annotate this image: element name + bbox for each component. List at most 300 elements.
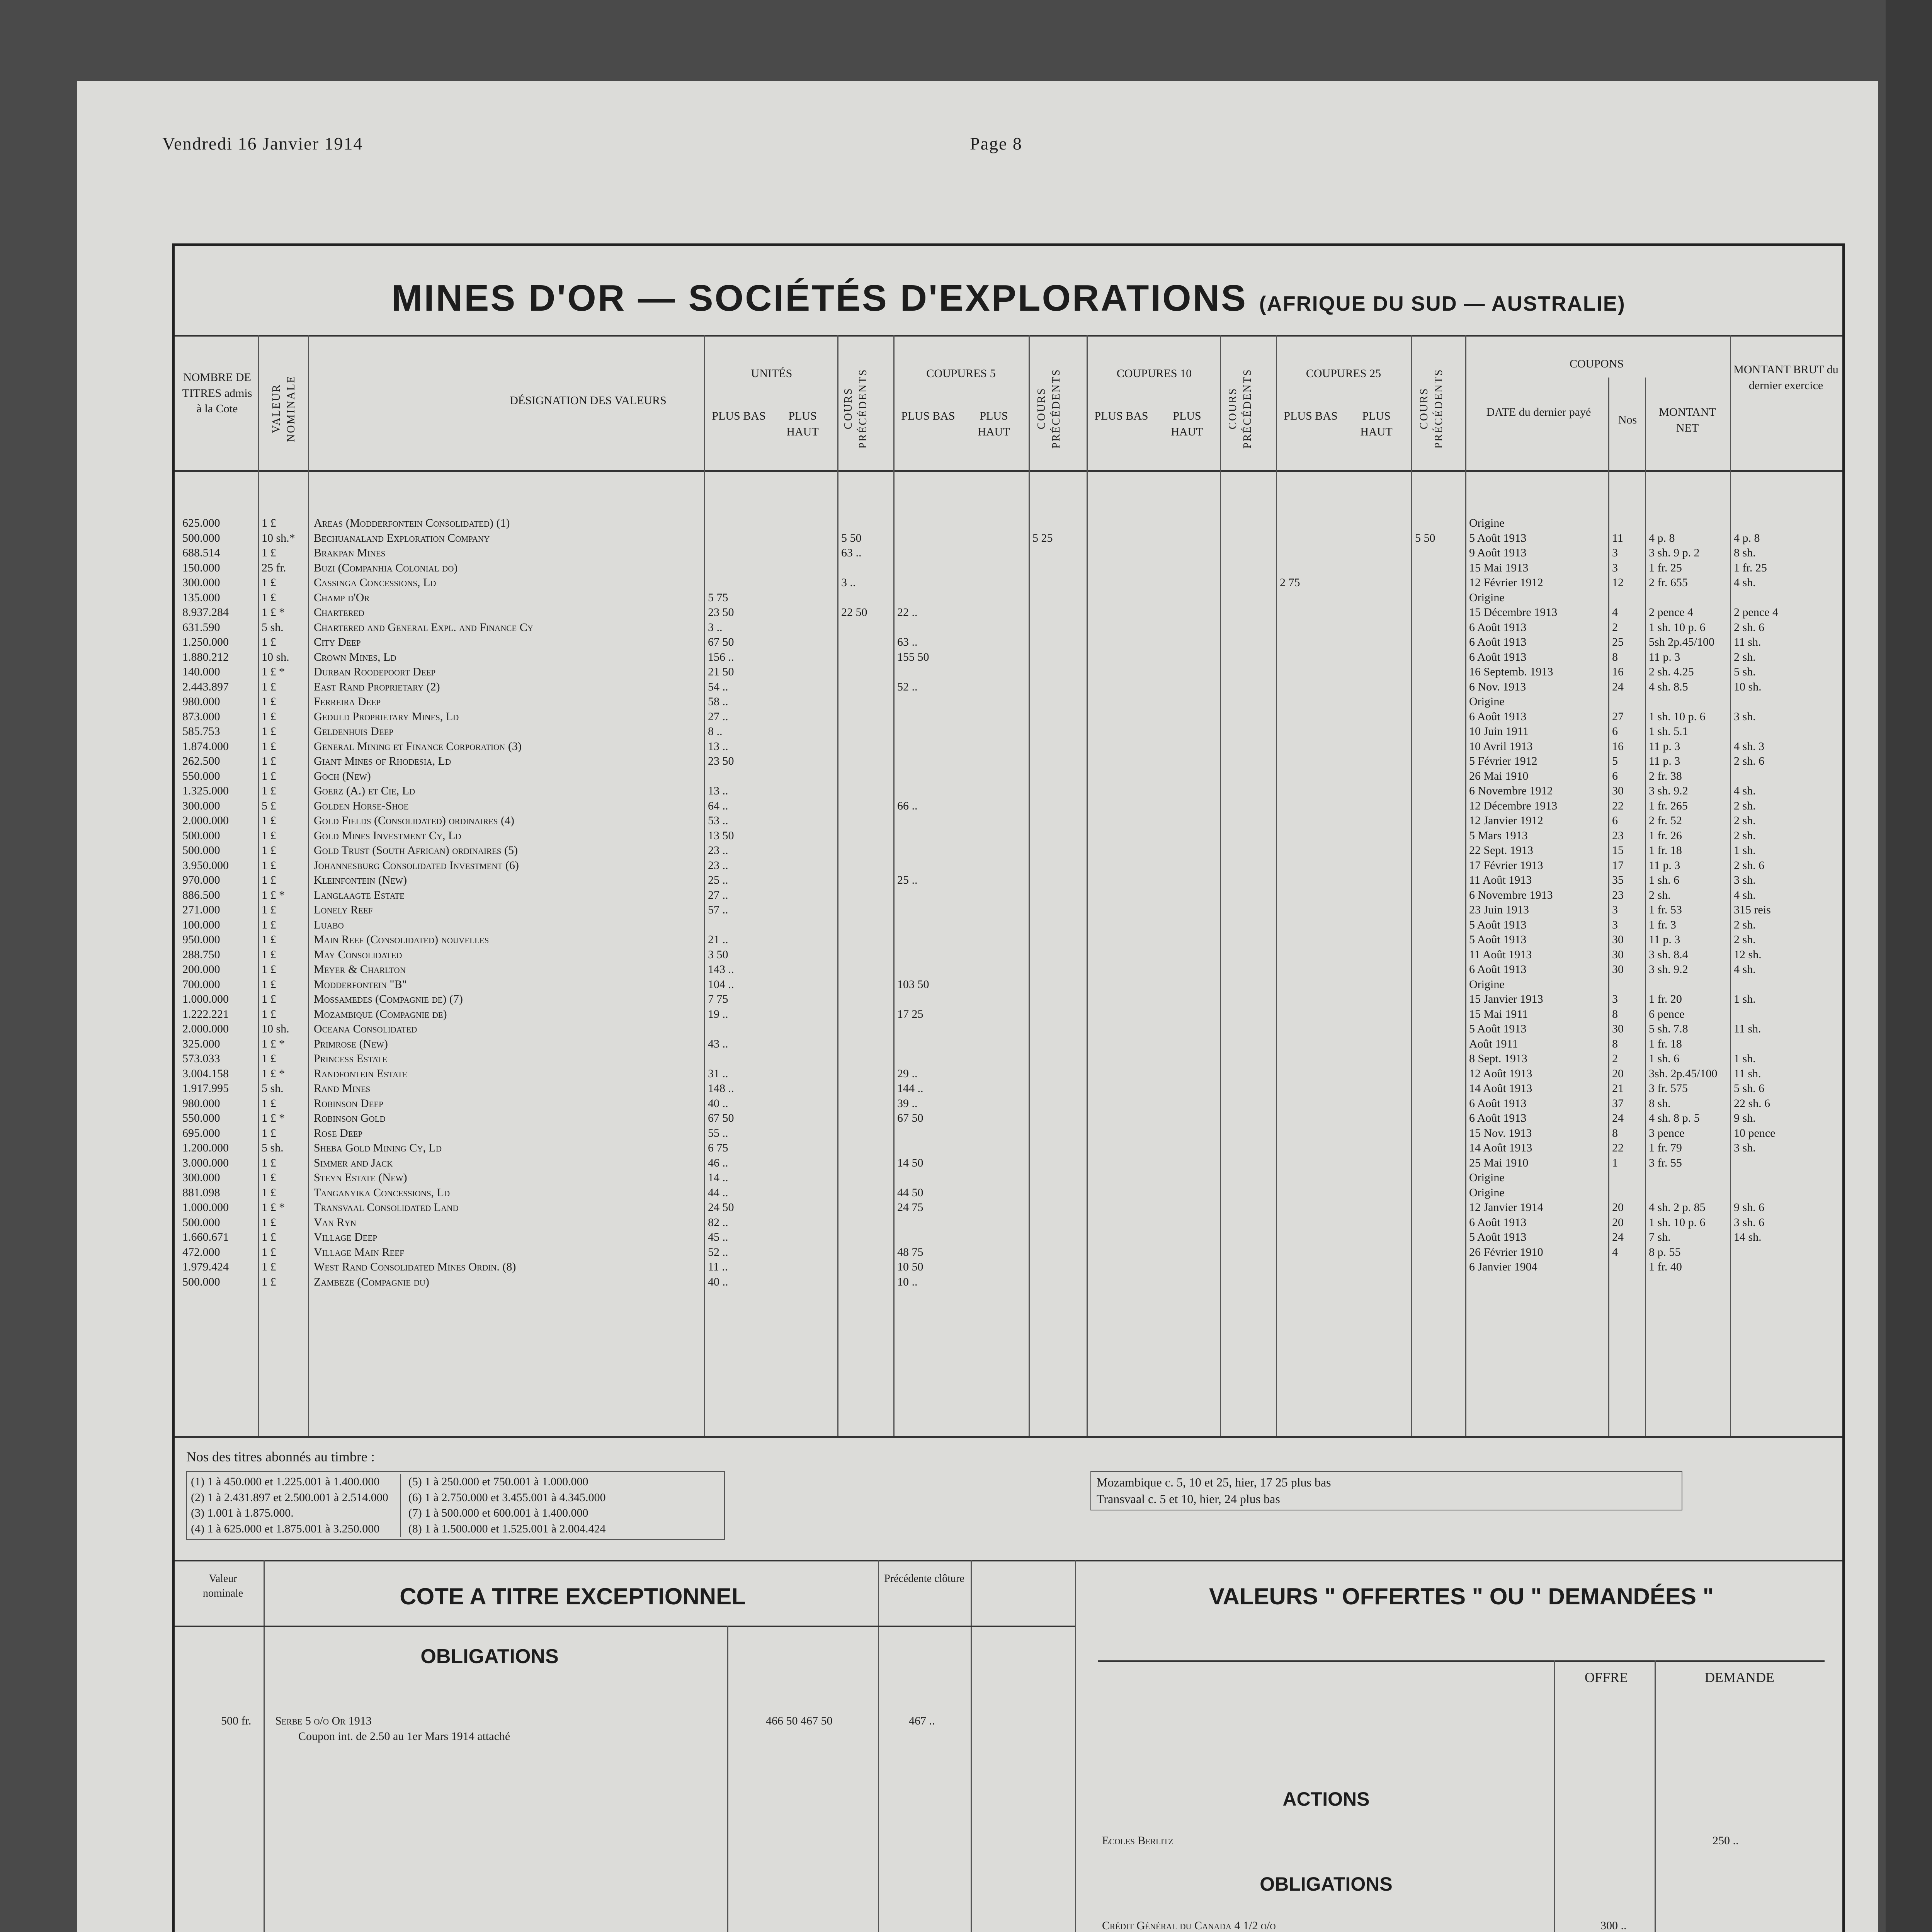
cell-net: 8 sh. [1649,1097,1671,1110]
cell-n: 1.325.000 [182,784,229,797]
table-row [175,1008,1842,1022]
cell-name: City Deep [314,636,361,648]
cell-date: Origine [1469,978,1505,991]
cell-brut: 14 sh. [1734,1231,1762,1243]
cell-no: 4 [1612,606,1618,619]
cell-date: 5 Août 1913 [1469,933,1527,946]
cell-no: 4 [1612,1245,1618,1259]
table-row [175,784,1842,799]
cell-brut: 2 sh. [1734,918,1756,931]
cell-no: 20 [1612,1216,1624,1229]
cell-n: 500.000 [182,1216,220,1229]
cell-n: 150.000 [182,561,220,574]
cell-v: 1 £ [262,948,276,961]
col-valeur: VALEUR NOMINALE [270,375,297,442]
rule [878,1560,879,1932]
cell-c5: 44 50 [897,1186,923,1199]
cell-v: 1 £ [262,963,276,976]
exc-valeur: 500 fr. [221,1714,252,1727]
page-title [175,277,1842,320]
cell-v: 1 £ [262,1186,276,1199]
header-date: Vendredi 16 Janvier 1914 [162,134,363,153]
cell-n: 500.000 [182,829,220,842]
exc-prec: 467 .. [909,1714,935,1727]
cell-c5: 67 50 [897,1112,923,1124]
cell-u: 23 .. [708,844,728,857]
cell-v: 1 £ [262,1245,276,1259]
col-plus-haut-2: PLUS HAUT [978,410,1010,438]
cell-date: 12 Janvier 1914 [1469,1201,1543,1214]
cell-name: West Rand Consolidated Mines Ordin. (8) [314,1260,516,1273]
cell-brut: 4 sh. [1734,963,1756,976]
cell-name: Langlaagte Estate [314,888,405,901]
cell-name: Lonely Reef [314,903,373,916]
cell-v: 1 £ [262,1097,276,1110]
exc-oblig: OBLIGATIONS [420,1645,559,1668]
cell-brut: 9 sh. [1734,1112,1756,1124]
table-row [175,1097,1842,1112]
cell-date: Origine [1469,517,1505,529]
table-row [175,918,1842,933]
cell-v: 5 sh. [262,621,284,634]
table-row [175,621,1842,636]
cell-brut: 2 sh. [1734,829,1756,842]
cell-date: 23 Juin 1913 [1469,903,1529,916]
cell-name: May Consolidated [314,948,402,961]
cell-u: 104 .. [708,978,734,991]
cell-u: 27 .. [708,710,728,723]
cell-net: 2 pence 4 [1649,606,1693,619]
offertes-actions: ACTIONS [1282,1788,1370,1810]
exc-name: Serbe 5 o/o Or 1913 [275,1714,372,1727]
cell-n: 550.000 [182,1112,220,1124]
cell-c5: 39 .. [897,1097,918,1110]
cell-v: 10 sh. [262,650,289,663]
cell-no: 3 [1612,918,1618,931]
cell-brut: 1 fr. 25 [1734,561,1767,574]
cell-n: 573.033 [182,1052,220,1065]
cell-no: 30 [1612,1022,1624,1035]
table-row [175,606,1842,621]
table-row [175,695,1842,710]
cell-n: 200.000 [182,963,220,976]
cell-net: 11 p. 3 [1649,859,1680,872]
cell-c25p: 5 50 [1415,531,1435,544]
cell-no: 6 [1612,814,1618,827]
cell-net: 1 fr. 20 [1649,993,1682,1005]
cell-u: 82 .. [708,1216,728,1229]
cell-n: 288.750 [182,948,220,961]
cell-n: 625.000 [182,517,220,529]
col-plus-bas-4: PLUS BAS [1284,410,1338,422]
cell-date: 17 Février 1913 [1469,859,1543,872]
cell-date: 6 Nov. 1913 [1469,680,1526,693]
exc-col-prec: Précédente clôture [884,1573,964,1585]
cell-name: Gold Fields (Consolidated) ordinaires (4) [314,814,514,827]
cell-n: 271.000 [182,903,220,916]
cell-c5: 155 50 [897,650,929,663]
col-designation: DÉSIGNATION DES VALEURS [510,394,667,407]
cell-brut: 4 p. 8 [1734,531,1760,544]
cell-brut: 9 sh. 6 [1734,1201,1765,1214]
col-montant-brut: MONTANT BRUT du dernier exercice [1733,363,1838,392]
cell-v: 1 £ [262,546,276,559]
title-sub: (AFRIQUE DU SUD — AUSTRALIE) [1259,292,1626,315]
cell-v: 1 £ * [262,665,285,678]
cell-u: 58 .. [708,695,728,708]
timbre-box [186,1471,725,1540]
cell-brut: 4 sh. [1734,888,1756,901]
cell-net: 3 sh. 9.2 [1649,784,1688,797]
timbre-notes [1090,1471,1682,1510]
cell-v: 1 £ [262,740,276,753]
cell-u: 40 .. [708,1097,728,1110]
cell-n: 886.500 [182,888,220,901]
cell-date: Août 1911 [1469,1037,1518,1050]
cell-v: 1 £ [262,680,276,693]
cell-net: 1 sh. 10 p. 6 [1649,710,1706,723]
cell-date: 9 Août 1913 [1469,546,1527,559]
cell-u: 25 .. [708,874,728,886]
cell-date: 25 Mai 1910 [1469,1156,1529,1169]
cell-no: 24 [1612,680,1624,693]
cell-v: 1 £ [262,695,276,708]
cell-brut: 3 sh. 6 [1734,1216,1765,1229]
cell-net: 11 p. 3 [1649,933,1680,946]
table-row [175,1067,1842,1082]
cell-net: 1 sh. 10 p. 6 [1649,621,1706,634]
cell-no: 30 [1612,948,1624,961]
cell-date: 15 Mai 1911 [1469,1007,1528,1020]
cell-no: 27 [1612,710,1624,723]
rule [727,1626,728,1932]
table-row [175,948,1842,963]
cell-n: 1.000.000 [182,993,229,1005]
cell-v: 1 £ [262,769,276,782]
cell-brut: 10 sh. [1734,680,1762,693]
cell-net: 1 sh. 6 [1649,1052,1680,1065]
cell-name: General Mining et Finance Corporation (3) [314,740,522,753]
cell-name: Ferreira Deep [314,695,381,708]
cell-v: 1 £ [262,710,276,723]
cell-net: 2 fr. 38 [1649,769,1682,782]
rule [1554,1660,1555,1932]
cell-no: 1 [1612,1156,1618,1169]
cell-n: 980.000 [182,695,220,708]
cell-date: 26 Mai 1910 [1469,769,1529,782]
cell-u: 7 75 [708,993,728,1005]
table-row [175,1037,1842,1052]
cell-no: 30 [1612,933,1624,946]
table-row [175,1216,1842,1231]
cell-v: 5 sh. [262,1082,284,1095]
cell-v: 1 £ [262,755,276,767]
cell-v: 1 £ [262,874,276,886]
cell-n: 970.000 [182,874,220,886]
timbre-note: Mozambique c. 5, 10 et 25, hier, 17 25 plus bas [1097,1475,1331,1489]
cell-v: 1 £ * [262,1037,285,1050]
cell-n: 1.917.995 [182,1082,229,1095]
cell-net: 4 p. 8 [1649,531,1675,544]
cell-name: Tanganyika Concessions, Ld [314,1186,450,1199]
cell-c5: 63 .. [897,636,918,648]
cell-v: 1 £ [262,576,276,589]
cell-date: 26 Février 1910 [1469,1245,1543,1259]
timbre-item: (3) 1.001 à 1.875.000. [191,1507,294,1519]
cell-u: 64 .. [708,799,728,812]
header-page-number: Page 8 [970,134,1022,153]
col-plus-bas-1: PLUS BAS [712,410,766,422]
cell-no: 6 [1612,769,1618,782]
cell-v: 1 £ * [262,606,285,619]
timbre-left-list [191,1474,388,1537]
cell-name: Kleinfontein (New) [314,874,407,886]
col-montant-net: MONTANT NET [1659,406,1716,434]
cell-v: 1 £ [262,814,276,827]
cell-net: 3 pence [1649,1126,1685,1139]
cell-p: 5 50 [841,531,862,544]
table-row [175,517,1842,531]
cell-net: 3 fr. 55 [1649,1156,1682,1169]
table-row [175,1127,1842,1141]
col-coupures5: COUPURES 5 [926,367,996,380]
timbre-item: (4) 1 à 625.000 et 1.875.001 à 3.250.000 [191,1522,380,1535]
list-item: Crédit Général du Canada 4 1/2 o/o [1102,1919,1276,1932]
cell-v: 1 £ [262,591,276,604]
cell-net: 1 fr. 26 [1649,829,1682,842]
cell-u: 156 .. [708,650,734,663]
table-row [175,576,1842,591]
exc-title: COTE A TITRE EXCEPTIONNEL [400,1583,746,1609]
timbre-item: (6) 1 à 2.750.000 et 3.455.001 à 4.345.000 [408,1491,606,1504]
cell-n: 8.937.284 [182,606,229,619]
timbre-item: (1) 1 à 450.000 et 1.225.001 à 1.400.000 [191,1475,380,1488]
table-row [175,1260,1842,1275]
cell-u: 6 75 [708,1141,728,1154]
table-row [175,814,1842,829]
cell-v: 1 £ [262,1171,276,1184]
cell-c5: 52 .. [897,680,918,693]
table-row [175,1201,1842,1216]
cell-n: 873.000 [182,710,220,723]
cell-no: 8 [1612,650,1618,663]
cell-date: 11 Août 1913 [1469,874,1532,886]
cell-brut: 4 sh. [1734,576,1756,589]
cell-u: 14 .. [708,1171,728,1184]
cell-u: 67 50 [708,1112,734,1124]
cell-c5: 66 .. [897,799,918,812]
col-no: Nos [1618,413,1637,426]
cell-no: 8 [1612,1007,1618,1020]
table-row [175,651,1842,665]
cell-net: 2 fr. 655 [1649,576,1688,589]
table-row [175,1022,1842,1037]
cell-no: 5 [1612,755,1618,767]
cell-c25: 2 75 [1280,576,1300,589]
cell-n: 550.000 [182,769,220,782]
cell-date: 14 Août 1913 [1469,1141,1532,1154]
cell-date: Origine [1469,591,1505,604]
col-nombre: NOMBRE DE TITRES admis à la Cote [182,371,252,415]
table-row [175,1246,1842,1260]
cell-n: 300.000 [182,576,220,589]
cell-u: 52 .. [708,1245,728,1259]
cell-net: 3 sh. 8.4 [1649,948,1688,961]
cell-u: 44 .. [708,1186,728,1199]
cell-n: 100.000 [182,918,220,931]
cell-date: Origine [1469,1186,1505,1199]
cell-brut: 1 sh. [1734,844,1756,857]
table-row [175,680,1842,695]
cell-name: Luabo [314,918,344,931]
cell-c5: 25 .. [897,874,918,886]
cell-c5: 10 50 [897,1260,923,1273]
cell-name: Giant Mines of Rhodesia, Ld [314,755,451,767]
cell-date: 6 Novembre 1912 [1469,784,1553,797]
rule [971,1560,972,1932]
offertes-title: VALEURS " OFFERTES " OU " DEMANDÉES " [1209,1583,1714,1609]
cell-v: 1 £ * [262,1201,285,1214]
cell-name: Golden Horse-Shoe [314,799,409,812]
exc-col-valeur: Valeur nominale [202,1573,243,1599]
cell-name: Robinson Deep [314,1097,383,1110]
cell-u: 54 .. [708,680,728,693]
cell-date: Origine [1469,1171,1505,1184]
cell-date: 22 Sept. 1913 [1469,844,1533,857]
cell-name: Geldenhuis Deep [314,725,393,738]
cell-v: 1 £ [262,784,276,797]
cell-u: 67 50 [708,636,734,648]
cell-no: 8 [1612,1126,1618,1139]
cell-no: 21 [1612,1082,1624,1095]
cell-name: Crown Mines, Ld [314,650,396,663]
cell-v: 1 £ [262,1260,276,1273]
cell-date: 15 Janvier 1913 [1469,993,1543,1005]
cell-v: 1 £ * [262,1112,285,1124]
rule [1075,1560,1076,1932]
divider [175,1626,1075,1627]
col-plus-bas-3: PLUS BAS [1094,410,1148,422]
quotation-frame [172,243,1845,1932]
cell-date: 10 Juin 1911 [1469,725,1529,738]
cell-brut: 11 sh. [1734,1022,1761,1035]
cell-u: 23 .. [708,859,728,872]
cell-name: Mozambique (Compagnie de) [314,1007,447,1020]
cell-no: 20 [1612,1201,1624,1214]
cell-u: 11 .. [708,1260,728,1273]
cell-date: 6 Août 1913 [1469,650,1527,663]
table-row [175,993,1842,1007]
cell-u: 23 50 [708,755,734,767]
table-row [175,978,1842,993]
cell-net: 1 fr. 53 [1649,903,1682,916]
cell-date: 15 Décembre 1913 [1469,606,1558,619]
cell-u: 23 50 [708,606,734,619]
cell-v: 10 sh.* [262,531,295,544]
cell-u: 13 .. [708,784,728,797]
timbre-right-list [400,1474,606,1537]
cell-name: Oceana Consolidated [314,1022,417,1035]
table-row [175,546,1842,561]
table-row [175,591,1842,606]
cell-brut: 2 sh. 6 [1734,755,1765,767]
cell-p: 22 50 [841,606,867,619]
cell-u: 143 .. [708,963,734,976]
cell-v: 1 £ [262,1231,276,1243]
cell-date: 6 Janvier 1904 [1469,1260,1537,1273]
cell-date: 8 Sept. 1913 [1469,1052,1527,1065]
divider [175,1560,1842,1561]
cell-brut: 4 sh. [1734,784,1756,797]
cell-name: East Rand Proprietary (2) [314,680,440,693]
table-row [175,1231,1842,1245]
cell-date: 15 Mai 1913 [1469,561,1529,574]
cell-brut: 3 sh. [1734,874,1756,886]
cell-net: 3sh. 2p.45/100 [1649,1067,1718,1080]
cell-u: 40 .. [708,1275,728,1288]
cell-name: Meyer & Charlton [314,963,406,976]
cell-name: Transvaal Consolidated Land [314,1201,459,1214]
cell-n: 1.880.212 [182,650,229,663]
table-row [175,1186,1842,1201]
cell-net: 7 sh. [1649,1231,1671,1243]
cell-n: 700.000 [182,978,220,991]
cell-v: 1 £ * [262,1067,285,1080]
cell-n: 3.004.158 [182,1067,229,1080]
cell-no: 30 [1612,963,1624,976]
cell-net: 4 sh. 8 p. 5 [1649,1112,1700,1124]
cell-name: Zambeze (Compagnie du) [314,1275,429,1288]
cell-no: 12 [1612,576,1624,589]
adjacent-page-edge [1886,0,1932,1932]
cell-brut: 1 sh. [1734,993,1756,1005]
cell-n: 500.000 [182,1275,220,1288]
cell-n: 325.000 [182,1037,220,1050]
cell-name: Robinson Gold [314,1112,386,1124]
cell-brut: 1 sh. [1734,1052,1756,1065]
cell-n: 1.222.221 [182,1007,229,1020]
cell-v: 1 £ [262,517,276,529]
cell-u: 8 .. [708,725,723,738]
cell-date: 5 Août 1913 [1469,531,1527,544]
col-coupures25: COUPURES 25 [1306,367,1381,380]
cell-no: 24 [1612,1231,1624,1243]
cell-u: 43 .. [708,1037,728,1050]
cell-v: 25 fr. [262,561,286,574]
cell-net: 11 p. 3 [1649,755,1680,767]
exc-cours: 466 50 467 50 [766,1714,833,1727]
cell-v: 1 £ [262,1275,276,1288]
cell-brut: 2 sh. [1734,650,1756,663]
cell-name: Rose Deep [314,1126,363,1139]
table-row [175,859,1842,874]
cell-net: 3 fr. 575 [1649,1082,1688,1095]
cell-brut: 3 sh. [1734,1141,1756,1154]
cell-date: 6 Août 1913 [1469,1216,1527,1229]
table-row [175,903,1842,918]
cell-date: 15 Nov. 1913 [1469,1126,1532,1139]
table-row [175,740,1842,755]
cell-brut: 315 reis [1734,903,1771,916]
cell-v: 10 sh. [262,1022,289,1035]
cell-n: 3.950.000 [182,859,229,872]
cell-n: 2.000.000 [182,1022,229,1035]
cell-name: Durban Roodepoort Deep [314,665,436,678]
timbre-item: (2) 1 à 2.431.897 et 2.500.001 à 2.514.000 [191,1491,388,1504]
col-plus-haut-4: PLUS HAUT [1360,410,1393,438]
cell-v: 1 £ [262,918,276,931]
cell-v: 1 £ * [262,888,285,901]
